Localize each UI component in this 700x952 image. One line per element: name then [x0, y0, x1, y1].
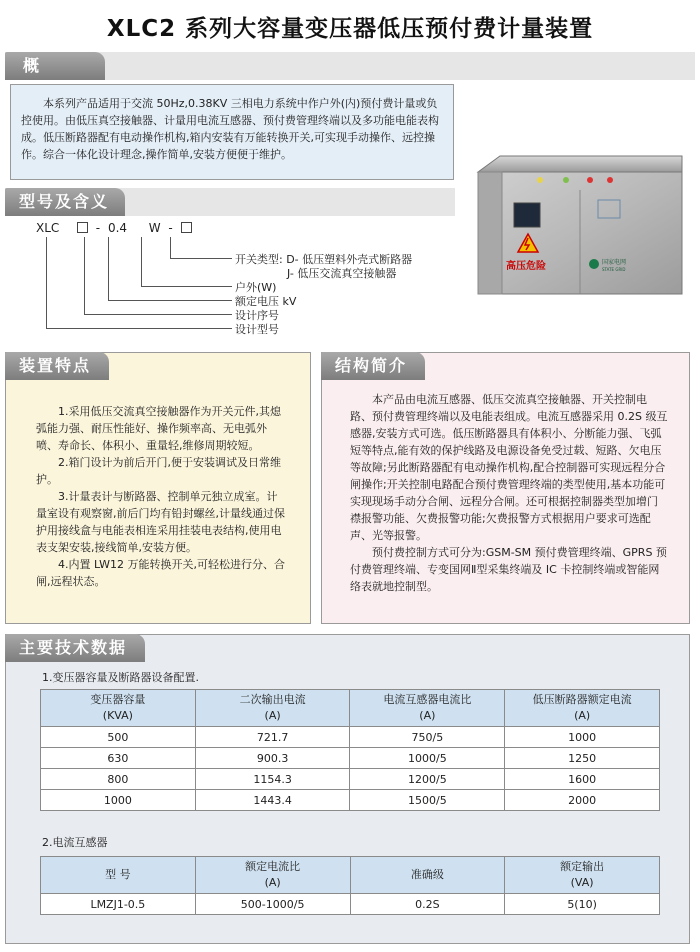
table-current-transformer	[40, 856, 660, 915]
table2-caption: 2.电流互感器	[42, 836, 108, 849]
feature-item: 4.内置 LW12 万能转换开关,可轻松进行分、合闸,远程状态。	[36, 558, 285, 588]
warning-text: 高压危险	[506, 261, 546, 272]
col-header: 型 号	[41, 857, 196, 894]
features-heading: 装置特点	[5, 352, 109, 380]
indicator-light-green	[563, 177, 569, 183]
switch-type-box	[181, 222, 192, 233]
model-code: XLC - 0.4 W -	[36, 221, 192, 235]
col-header: 变压器容量 (KVA)	[41, 690, 196, 727]
page-title: XLC2 系列大容量变压器低压预付费计量装置	[106, 16, 594, 42]
table-row: 800 1154.3 1200/5 1600	[41, 769, 660, 790]
col-header: 额定电流比 (A)	[195, 857, 350, 894]
label-voltage: 额定电压 kV	[235, 295, 297, 308]
structure-para: 本产品由电流互感器、低压交流真空接触器、开关控制电路、预付费管理终端以及电能表组成。电流互感器采用 0.2S 级互感器,安装方式可选。低压断路器具有体积小、分断能力强、飞弧短等特点,能有效的保护线路及电源设备免受过载、短路、欠电压等故障;另此断路器配有电动操作机构,配合控制器可实现远程分合闸操作;开关控制电路配合预付费管理终端的类型使用,基本功能可实现现场手动分合闸、远程分合闸。还可根据控制器类型加增门襟报警功能、欠费报警功能;欠费报警方式根据用户要求可选配声、光等报警。	[350, 393, 668, 542]
col-header: 额定输出 (VA)	[505, 857, 660, 894]
label-switch-type-j: J- 低压交流真空接触器	[287, 267, 397, 280]
table-header-row	[41, 690, 660, 727]
table-row: LMZJ1-0.5 500-1000/5 0.2S 5(10)	[41, 894, 660, 915]
brand-en: STATE GRID	[602, 267, 626, 272]
meter-window	[514, 203, 540, 227]
feature-item: 2.箱门设计为前后开门,便于安装调试及日常维护。	[36, 456, 281, 486]
model-code-prefix: XLC	[36, 221, 60, 235]
label-design-seq: 设计序号	[235, 309, 279, 322]
col-header: 电流互感器电流比 (A)	[350, 690, 505, 727]
col-header: 准确级	[350, 857, 505, 894]
overview-header-bar	[5, 52, 695, 80]
structure-para: 预付费控制方式可分为:GSM-SM 预付费管理终端、GPRS 预付费管理终端、专变国网Ⅱ型采集终端及 IC 卡控制终端或智能网络表就地控制型。	[350, 546, 667, 593]
cabinet-illustration	[470, 150, 690, 298]
indicator-light-yellow	[537, 177, 543, 183]
label-design-model: 设计型号	[235, 323, 279, 336]
model-diagram	[10, 215, 450, 350]
label-switch-type: 开关类型: D- 低压塑料外壳式断路器	[235, 253, 413, 266]
overview-box	[10, 84, 454, 180]
overview-heading: 概	[5, 52, 105, 80]
label-outdoor: 户外(W)	[235, 281, 277, 294]
features-list	[36, 403, 288, 590]
brand-cn: 国家电网	[602, 259, 627, 266]
table-row: 630 900.3 1000/5 1250	[41, 748, 660, 769]
product-photo	[470, 150, 690, 298]
table-transformer-config	[40, 689, 660, 811]
indicator-light-red	[587, 177, 593, 183]
overview-text: 本系列产品适用于交流 50Hz,0.38KV 三相电力系统中作户外(内)预付费计量或负控使用。由低压真空接触器、计量用电流互感器、预付费管理终端以及多功能电能表构成。低压断路器配有电动操作机构,箱内安装有万能转换开关,可实现手动操作、远控操作。综合一体化设计理念,操作简单,安装方便便于维护。	[21, 97, 439, 161]
techdata-heading: 主要技术数据	[5, 634, 145, 662]
table-row: 500 721.7 750/5 1000	[41, 727, 660, 748]
table1-caption: 1.变压器容量及断路器设备配置.	[42, 671, 199, 684]
model-code-outdoor: W	[148, 221, 161, 235]
structure-heading: 结构简介	[321, 352, 425, 380]
indicator-light-red-2	[607, 177, 613, 183]
table-header-row	[41, 857, 660, 894]
model-code-voltage: 0.4	[107, 221, 128, 235]
col-header: 二次输出电流 (A)	[195, 690, 350, 727]
structure-text	[350, 391, 668, 595]
col-header: 低压断路器额定电流 (A)	[505, 690, 660, 727]
feature-item: 3.计量表计与断路器、控制单元独立成室。计量室设有观察窗,前后门均有铅封螺丝,计量线通过保护用接线盒与电能表相连采用挂装电表结构,使用电表支架安装,接线简单,安装方便。	[36, 490, 285, 554]
design-seq-box	[77, 222, 88, 233]
model-heading: 型号及含义	[5, 188, 125, 216]
feature-item: 1.采用低压交流真空接触器作为开关元件,其熄弧能力强、耐压性能好、操作频率高、无电弧外喷、寿命长、体积小、重量轻,维修周期较短。	[36, 405, 281, 452]
table-row: 1000 1443.4 1500/5 2000	[41, 790, 660, 811]
state-grid-logo-icon	[589, 259, 599, 269]
